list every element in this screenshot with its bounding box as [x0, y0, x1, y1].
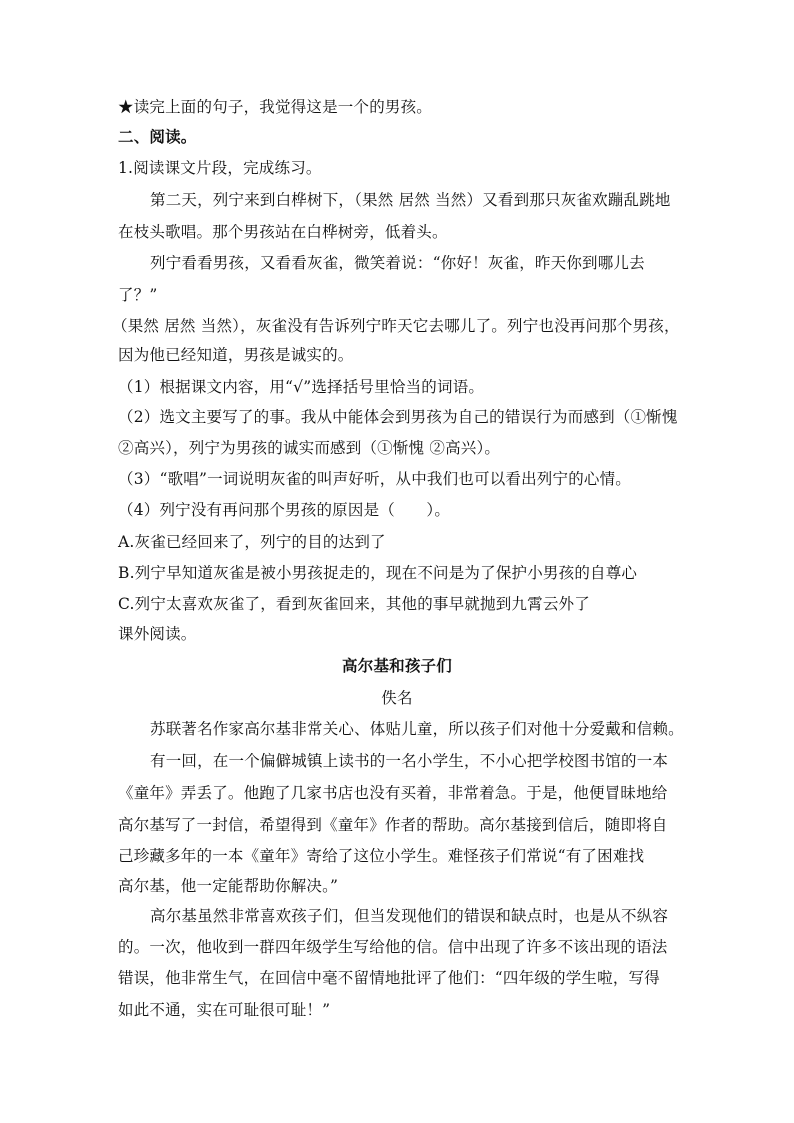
option-c: C.列宁太喜欢灰雀了，看到灰雀回来，其他的事早就抛到九霄云外了 — [118, 595, 590, 613]
article-p1: 苏联著名作家高尔基非常关心、体贴儿童，所以孩子们对他十分爱戴和信赖。 — [150, 720, 684, 738]
passage-p3-line1: （果然 居然 当然），灰雀没有告诉列宁昨天它去哪儿了。列宁也没再问那个男孩， — [112, 317, 680, 335]
passage-p2-line2: 了？” — [118, 286, 158, 304]
option-b: B.列宁早知道灰雀是被小男孩捉走的，现在不问是为了保护小男孩的自尊心 — [118, 564, 638, 582]
article-p3-line2: 的。一次，他收到一群四年级学生写给他的信。信中出现了许多不该出现的语法 — [118, 938, 668, 956]
sub-question-2-line1: （2）选文主要写了的事。我从中能体会到男孩为自己的错误行为而感到（①惭愧 — [118, 408, 678, 426]
article-p2-line2: 《童年》弄丢了。他跑了几家书店也没有买着，非常着急。于是，他便冒昧地给 — [118, 784, 668, 802]
passage-p1-line1: 第二天，列宁来到白桦树下，（果然 居然 当然）又看到那只灰雀欢蹦乱跳地 — [150, 191, 671, 209]
passage-p3-line2: 因为他已经知道，男孩是诚实的。 — [118, 346, 354, 364]
passage-p1-line2: 在枝头歌唱。那个男孩站在白桦树旁，低着头。 — [118, 223, 448, 241]
article-author: 佚名 — [381, 689, 413, 707]
article-p2-line5: 高尔基，他一定能帮助你解决。” — [118, 877, 339, 895]
option-a: A.灰雀已经回来了，列宁的目的达到了 — [118, 533, 386, 551]
sub-question-3: （3）“歌唱”一词说明灰雀的叫声好听，从中我们也可以看出列宁的心情。 — [118, 470, 632, 488]
extra-reading-label: 课外阅读。 — [118, 625, 197, 643]
question-one-intro: 1.阅读课文片段，完成练习。 — [118, 159, 322, 177]
article-p3-line3: 错误，他非常生气，在回信中毫不留情地批评了他们：“四年级的学生啦，写得 — [118, 969, 660, 987]
article-p2-line1: 有一回，在一个偏僻城镇上读书的一名小学生，不小心把学校图书馆的一本 — [150, 752, 669, 770]
passage-p2-line1: 列宁看看男孩，又看看灰雀，微笑着说：“你好！灰雀，昨天你到哪儿去 — [150, 254, 645, 272]
reflection-line: ★读完上面的句子，我觉得这是一个的男孩。 — [118, 98, 433, 116]
article-p3-line4: 如此不通，实在可耻很可耻！” — [118, 1001, 331, 1019]
sub-question-1: （1）根据课文内容，用“√”选择括号里恰当的词语。 — [118, 378, 485, 396]
article-p2-line4: 己珍藏多年的一本《童年》寄给了这位小学生。难怪孩子们常说“有了困难找 — [118, 847, 645, 865]
section-two-heading: 二、阅读。 — [118, 128, 197, 146]
sub-question-2-line2: ②高兴），列宁为男孩的诚实而感到（①惭愧 ②高兴）。 — [118, 439, 501, 457]
article-p3-line1: 高尔基虽然非常喜欢孩子们，但当发现他们的错误和缺点时，也是从不纵容 — [150, 907, 669, 925]
article-title: 高尔基和孩子们 — [342, 657, 452, 675]
article-p2-line3: 高尔基写了一封信，希望得到《童年》作者的帮助。高尔基接到信后，随即将自 — [118, 816, 668, 834]
sub-question-4: （4）列宁没有再问那个男孩的原因是（ ）。 — [118, 501, 451, 519]
